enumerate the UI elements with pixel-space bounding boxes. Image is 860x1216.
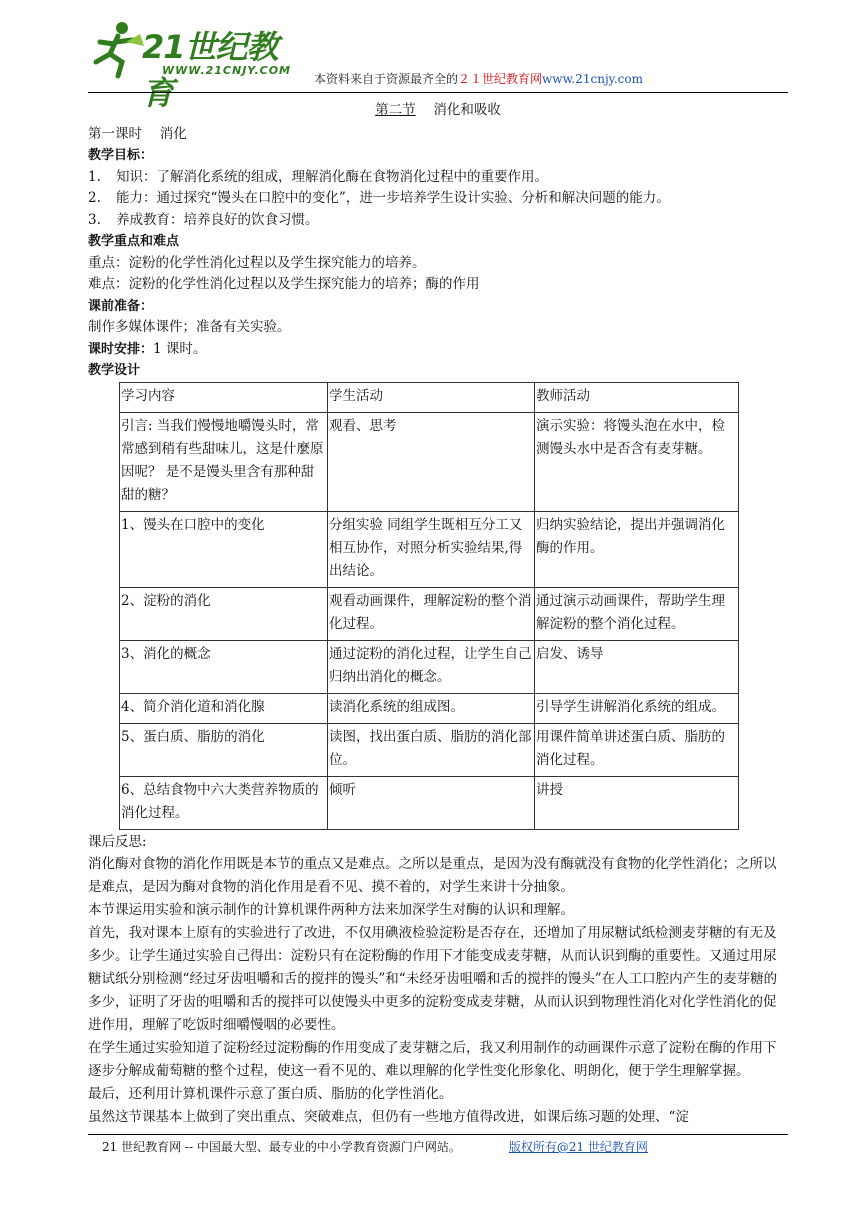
table-cell: 1、馒头在口腔中的变化: [120, 511, 328, 587]
key-heading: 教学重点和难点: [88, 234, 180, 249]
table-cell: 读图，找出蛋白质、脂肪的消化部位。: [328, 723, 535, 776]
reflection-paragraph: 消化酶对食物的消化作用既是本节的重点又是难点。之所以是重点，是因为没有酶就没有食物的化学性消化；之所以是难点，是因为酶对食物的消化作用是看不见、摸不着的，对学生来讲十分抽象。: [88, 856, 777, 895]
reflection-paragraph: 首先，我对课本上原有的实验进行了改进，不仅用碘液检验淀粉是否存在，还增加了用尿糖试纸检测麦芽糖的有无及多少。让学生通过实验自己得出：淀粉只有在淀粉酶的作用下才能变成麦芽糖，从而认识到酶的重要性。又通过用尿糖试纸分别检测“经过牙齿咀嚼和舌的搅拌的馒头”和“未经牙齿咀嚼和舌的搅拌的馒头”在人工口腔内产生的麦芽糖的多少，证明了牙齿的咀嚼和舌的搅拌可以使馒头中更多的淀粉变成麦芽糖，从而认识到物理性消化对化学性消化的促进作用，理解了吃饭时细嚼慢咽的必要性。: [88, 925, 778, 1033]
header-note: [314, 70, 643, 87]
column-header: 学习内容: [120, 382, 328, 412]
header-site-link[interactable]: ２１世纪教育网: [458, 72, 543, 86]
table-row: [120, 693, 739, 723]
reflection-paragraph: 在学生通过实验知道了淀粉经过淀粉酶的作用变成了麦芽糖之后，我又利用制作的动画课件示意了淀粉在酶的作用下逐步分解成葡萄糖的整个过程，使这一看不见的、难以理解的化学性变化形象化、明朗化，便于学生理解掌握。: [88, 1040, 777, 1079]
table-cell: 讲授: [535, 776, 739, 829]
teaching-design-table: [119, 382, 739, 830]
reflection-heading: 课后反思:: [88, 833, 147, 850]
header-url-link[interactable]: www.21cnjy.com: [542, 72, 643, 86]
title-main: 消化和吸收: [433, 102, 501, 118]
reflection-paragraph: 虽然这节课基本上做到了突出重点、突破难点，但仍有一些地方值得改进，如课后练习题的处理、“淀: [88, 1109, 689, 1125]
table-row: [120, 511, 739, 587]
footer-copyright-link[interactable]: 版权所有@21 世纪教育网: [508, 1140, 648, 1154]
document-body: [88, 100, 788, 1129]
table-cell: 引导学生讲解消化系统的组成。: [535, 693, 739, 723]
goal-item: 1. 知识：了解消化系统的组成，理解消化酶在食物消化过程中的重要作用。: [88, 168, 548, 185]
table-cell: 演示实验：将馒头泡在水中，检测馒头水中是否含有麦芽糖。: [535, 412, 739, 511]
table-cell: 分组实验 同组学生既相互分工又相互协作，对照分析实验结果,得出结论。: [328, 511, 535, 587]
prep-heading: 课前准备：: [88, 298, 154, 314]
header-note-prefix: 本资料来自于资源最齐全的: [314, 72, 459, 86]
prep-text: 制作多媒体课件；准备有关实验。: [88, 319, 291, 335]
runner-logo-icon: [88, 18, 148, 80]
column-header: 教师活动: [535, 382, 739, 412]
goal-item: 2. 能力：通过探究“馒头在口腔中的变化”，进一步培养学生设计实验、分析和解决问题的能力。: [88, 190, 670, 206]
lesson-label: 第一课时 消化: [88, 125, 187, 142]
page-title: [88, 100, 788, 122]
table-cell: 6、总结食物中六大类营养物质的消化过程。: [120, 776, 328, 829]
table-cell: 观看动画课件，理解淀粉的整个消化过程。: [328, 587, 535, 640]
reflection-paragraph: 最后，还利用计算机课件示意了蛋白质、脂肪的化学性消化。: [88, 1086, 453, 1102]
design-heading: 教学设计: [88, 363, 141, 378]
table-row: [120, 640, 739, 693]
table-header-row: [120, 382, 739, 412]
table-row: [120, 587, 739, 640]
reflection-paragraph: 本节课运用实验和演示制作的计算机课件两种方法来加深学生对酶的认识和理解。: [88, 902, 574, 918]
logo-url: WWW.21CNJY.COM: [162, 64, 291, 77]
table-cell: 启发、诱导: [535, 640, 739, 693]
table-cell: 通过淀粉的消化过程，让学生自己归纳出消化的概念。: [328, 640, 535, 693]
footer-divider: [88, 1134, 788, 1135]
goal-item: 3. 养成教育：培养良好的饮食习惯。: [88, 211, 319, 228]
header-divider: [88, 92, 788, 93]
table-cell: 3、消化的概念: [120, 640, 328, 693]
logo-wordmark: 21世纪教育: [142, 28, 278, 112]
column-header: 学生活动: [328, 382, 535, 412]
time-arrangement: 课时安排：1 课时。: [88, 340, 207, 357]
table-cell: 4、简介消化道和消化腺: [120, 693, 328, 723]
table-cell: 用课件简单讲述蛋白质、脂肪的消化过程。: [535, 723, 739, 776]
table-cell: 读消化系统的组成图。: [328, 693, 535, 723]
table-row: [120, 723, 739, 776]
table-row: [120, 412, 739, 511]
site-logo[interactable]: [88, 14, 308, 112]
reflection-section: [88, 832, 788, 1130]
key-point: 重点：淀粉的化学性消化过程以及学生探究能力的培养。: [88, 254, 426, 271]
page-footer: [102, 1138, 648, 1155]
table-cell: 引言: 当我们慢慢地嚼馒头时，常常感到稍有些甜味儿，这是什麼原因呢？ 是不是馒头里含有那种甜甜的糖？: [120, 412, 328, 511]
table-cell: 2、淀粉的消化: [120, 587, 328, 640]
goals-heading: 教学目标：: [88, 148, 154, 163]
table-row: [120, 776, 739, 829]
table-cell: 倾听: [328, 776, 535, 829]
table-cell: 通过演示动画课件，帮助学生理解淀粉的整个消化过程。: [535, 587, 739, 640]
table-cell: 5、蛋白质、脂肪的消化: [120, 723, 328, 776]
table-cell: 归纳实验结论，提出并强调消化酶的作用。: [535, 511, 739, 587]
goals-list: [88, 167, 788, 232]
title-prefix: 第二节: [375, 102, 416, 118]
footer-slogan: 21 世纪教育网 -- 中国最大型、最专业的中小学教育资源门户网站。: [102, 1140, 461, 1154]
table-cell: 观看、思考: [328, 412, 535, 511]
difficult-point: 难点：淀粉的化学性消化过程以及学生探究能力的培养；酶的作用: [88, 276, 480, 292]
